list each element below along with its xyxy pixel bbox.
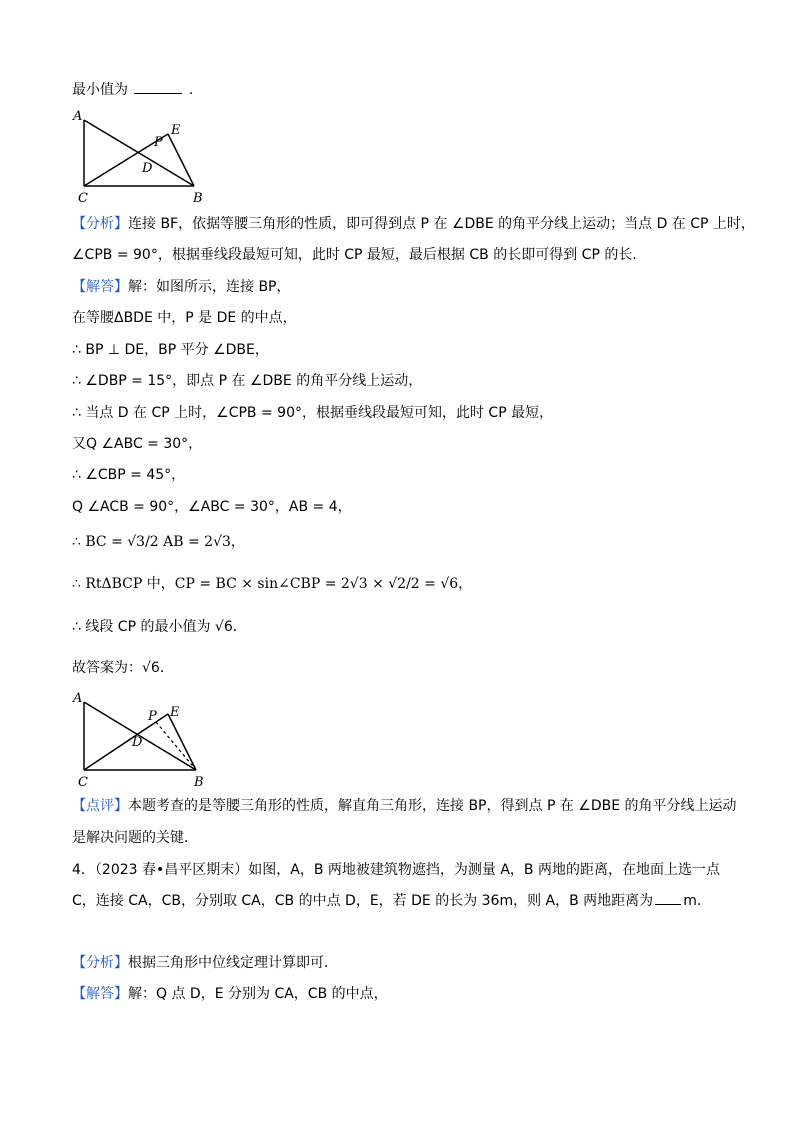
solution-step: ∴ BC = √3/2 AB = 2√3， (72, 534, 245, 550)
label-A: A (73, 691, 83, 706)
solution-step: ∴ BP ⊥ DE，BP 平分 ∠DBE， (72, 342, 269, 358)
answer-blank (655, 892, 681, 905)
solution-step: ∴ ∠DBP = 15°，即点 P 在 ∠DBE 的角平分线上运动， (72, 373, 423, 389)
question-4-line-1: 4．（2023 春•昌平区期末）如图，A，B 两地被建筑物遮挡，为测量 A，B 两地的距离，在地面上选一点 (72, 862, 720, 878)
answer-2-line: 【解答】解：Q 点 D，E 分别为 CA，CB 的中点， (72, 986, 388, 1002)
comment-line-1: 【点评】本题考查的是等腰三角形的性质，解直角三角形，连接 BP，得到点 P 在 ∠DBE 的角平分线上运动 (72, 798, 737, 814)
label-D: D (132, 735, 143, 750)
solution-step: ∴ 当点 D 在 CP 上时，∠CPB = 90°，根据垂线段最短可知，此时 CP 最短， (72, 405, 554, 421)
label-C: C (78, 775, 88, 788)
label-C: C (78, 191, 88, 204)
answer-blank (134, 81, 182, 94)
solution-step: Q ∠ACB = 90°，∠ABC = 30°，AB = 4， (72, 499, 352, 515)
label-E: E (171, 123, 181, 138)
analysis-2-line: 【分析】根据三角形中位线定理计算即可． (72, 955, 338, 971)
label-A: A (73, 109, 83, 124)
analysis-line-2: ∠CPB = 90°，根据垂线段最短可知，此时 CP 最短，最后根据 CB 的长即可得到 CP 的长． (72, 247, 647, 263)
solution-step: ∴ 线段 CP 的最小值为 √6． (72, 619, 247, 635)
solution-step: 在等腰ΔBDE 中，P 是 DE 的中点， (72, 310, 297, 326)
label-P: P (148, 709, 157, 724)
question-4-line-2: C，连接 CA，CB，分别取 CA，CB 的中点 D，E，若 DE 的长为 36m，则 A，B 两地距离为 m． (72, 893, 711, 909)
question-tail: 最小值为 . (72, 82, 194, 98)
comment-line-2: 是解决问题的关键． (72, 830, 198, 846)
geometry-figure-1 (70, 106, 210, 204)
solution-step: ∴ RtΔBCP 中，CP = BC × sin∠CBP = 2√3 × √2/2 = √6， (72, 576, 473, 592)
geometry-figure-2 (70, 688, 210, 788)
solution-step: 又Q ∠ABC = 30°， (72, 436, 203, 452)
label-D: D (142, 161, 153, 176)
solution-step: ∴ ∠CBP = 45°， (72, 467, 186, 483)
answer-line-1: 【解答】解：如图所示，连接 BP， (72, 279, 291, 295)
final-answer: 故答案为：√6． (72, 660, 174, 676)
label-B: B (193, 191, 203, 204)
label-P: P (154, 135, 163, 150)
label-B: B (194, 775, 204, 788)
analysis-line-1: 【分析】连接 BF，依据等腰三角形的性质，即可得到点 P 在 ∠DBE 的角平分线上运动；当点 D 在 CP 上时， (72, 216, 755, 232)
label-E: E (170, 705, 180, 720)
